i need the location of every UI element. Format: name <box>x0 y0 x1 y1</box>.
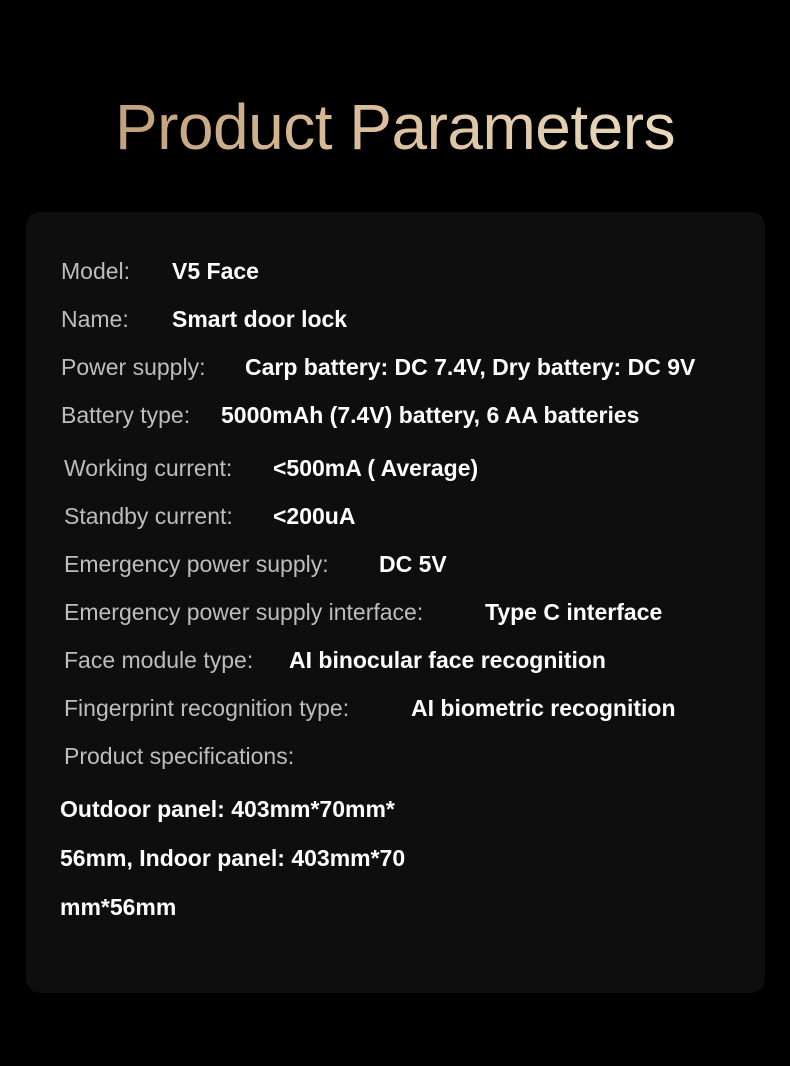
param-value: AI biometric recognition <box>411 695 676 721</box>
param-row-emergency-power-supply <box>64 549 447 579</box>
param-label: Battery type: <box>61 402 191 428</box>
param-row-working-current <box>64 453 478 483</box>
page-title: Product Parameters <box>0 88 790 166</box>
param-value: <200uA <box>273 503 356 529</box>
param-label: Standby current: <box>64 503 233 529</box>
param-row-emergency-interface <box>64 597 662 627</box>
param-label: Product specifications: <box>64 743 295 769</box>
param-value: Smart door lock <box>172 306 348 332</box>
param-value: Carp battery: DC 7.4V, Dry battery: DC 9V <box>245 354 696 380</box>
param-label: Emergency power supply: <box>64 551 329 577</box>
param-value: <500mA ( Average) <box>273 455 479 481</box>
param-value: DC 5V <box>379 551 447 577</box>
param-row-name <box>61 304 347 334</box>
param-row-product-specifications <box>64 741 294 771</box>
param-label: Emergency power supply interface: <box>64 599 424 625</box>
param-label: Power supply: <box>61 354 206 380</box>
param-row-battery-type <box>61 400 639 430</box>
param-value: 5000mAh (7.4V) battery, 6 AA batteries <box>221 402 640 428</box>
param-row-standby-current <box>64 501 355 531</box>
specifications-line-1: Outdoor panel: 403mm*70mm* <box>60 796 395 822</box>
param-row-model <box>61 256 259 286</box>
param-label: Name: <box>61 306 129 332</box>
specifications-line-2: 56mm, Indoor panel: 403mm*70 <box>60 845 406 871</box>
param-label: Face module type: <box>64 647 254 673</box>
param-label: Working current: <box>64 455 233 481</box>
param-label: Fingerprint recognition type: <box>64 695 350 721</box>
param-row-face-module <box>64 645 606 675</box>
param-value: AI binocular face recognition <box>289 647 606 673</box>
param-value: V5 Face <box>172 258 259 284</box>
specifications-line-3: mm*56mm <box>60 894 177 920</box>
param-row-power-supply <box>61 352 695 382</box>
param-row-fingerprint <box>64 693 676 723</box>
param-label: Model: <box>61 258 131 284</box>
param-value: Type C interface <box>485 599 663 625</box>
